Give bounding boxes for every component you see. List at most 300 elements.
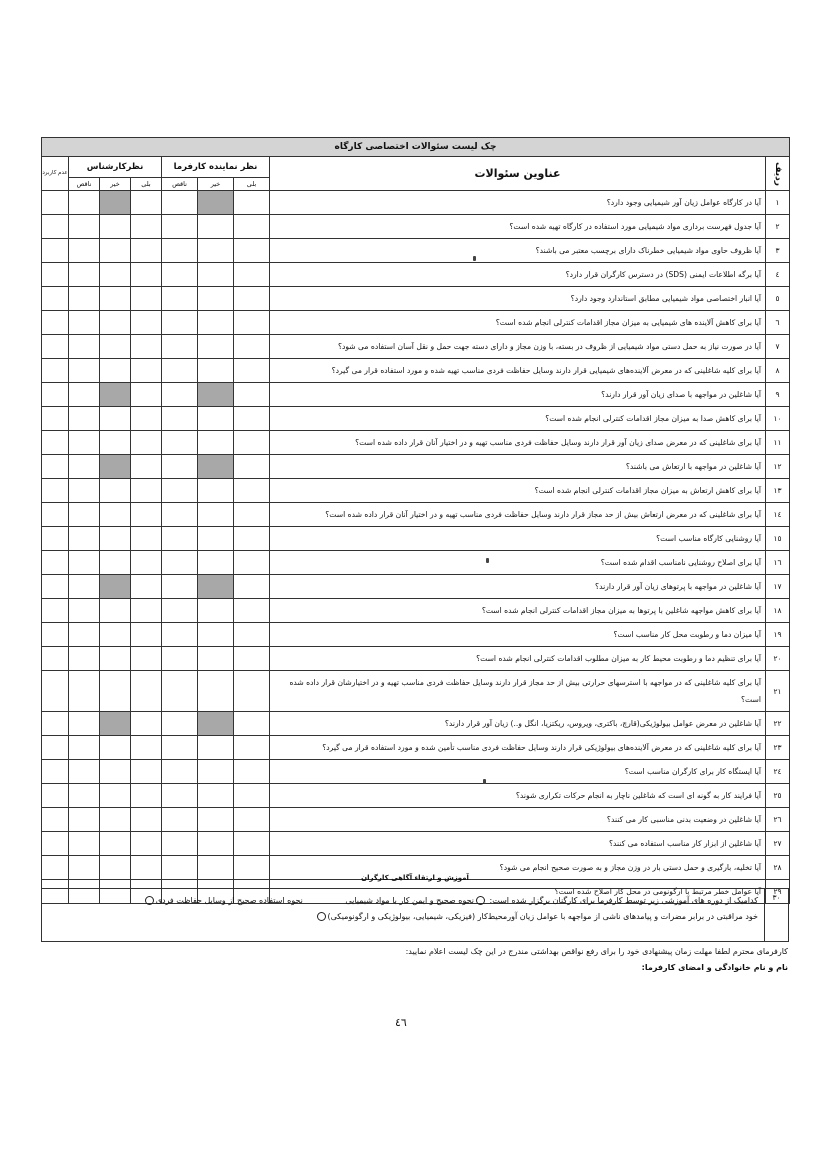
option-self-care[interactable]: خود مراقبتی در برابر مضرات و پیامدهای ناشی از مواجهه با عوامل زیان آورمحیط‌کار (فیزیکی، شیمیایی، بیولوژیکی و ارگونومیکی) bbox=[315, 912, 758, 921]
answer-cell[interactable] bbox=[69, 671, 100, 712]
answer-cell[interactable] bbox=[198, 287, 234, 311]
row-number: ١٧ bbox=[766, 575, 790, 599]
answer-cell[interactable] bbox=[131, 784, 162, 808]
answer-cell[interactable] bbox=[100, 311, 131, 335]
answer-cell[interactable] bbox=[42, 191, 69, 215]
answer-cell[interactable] bbox=[100, 527, 131, 551]
answer-cell[interactable] bbox=[42, 736, 69, 760]
answer-cell[interactable] bbox=[131, 623, 162, 647]
answer-cell[interactable] bbox=[162, 191, 198, 215]
row-number: ٤ bbox=[766, 263, 790, 287]
answer-cell[interactable] bbox=[162, 287, 198, 311]
checklist-row bbox=[42, 808, 790, 832]
training-section-heading: آموزش و ارتقاء آگاهی کارگران bbox=[361, 874, 469, 882]
option-chemicals[interactable]: نحوه صحیح و ایمن کار با مواد شیمیایی bbox=[345, 896, 487, 905]
answer-cell[interactable] bbox=[42, 215, 69, 239]
answer-cell[interactable] bbox=[162, 599, 198, 623]
checklist-row bbox=[42, 712, 790, 736]
answer-cell[interactable] bbox=[131, 311, 162, 335]
row-number: ٢٠ bbox=[766, 647, 790, 671]
answer-cell[interactable] bbox=[198, 832, 234, 856]
answer-cell[interactable] bbox=[69, 287, 100, 311]
answer-cell[interactable] bbox=[198, 623, 234, 647]
answer-cell[interactable] bbox=[69, 575, 100, 599]
answer-cell[interactable] bbox=[100, 784, 131, 808]
answer-cell[interactable] bbox=[131, 431, 162, 455]
question-text: آیا شاغلین در مواجهه با صدای زیان آور قرار دارند؟ bbox=[270, 383, 766, 407]
answer-cell[interactable] bbox=[162, 407, 198, 431]
answer-cell[interactable] bbox=[42, 407, 69, 431]
answer-cell[interactable] bbox=[131, 383, 162, 407]
row-number: ٩ bbox=[766, 383, 790, 407]
answer-cell[interactable] bbox=[234, 383, 270, 407]
row-number: ٢٤ bbox=[766, 760, 790, 784]
row-number: ١ bbox=[766, 191, 790, 215]
row-number: ٨ bbox=[766, 359, 790, 383]
answer-cell[interactable] bbox=[69, 832, 100, 856]
answer-cell[interactable] bbox=[42, 784, 69, 808]
row-number: ٣ bbox=[766, 239, 790, 263]
checklist-title: چک لیست سئوالات اختصاصی کارگاه bbox=[42, 138, 790, 157]
answer-cell[interactable] bbox=[162, 383, 198, 407]
row-number: ٢٧ bbox=[766, 832, 790, 856]
answer-cell[interactable] bbox=[42, 575, 69, 599]
answer-cell[interactable] bbox=[69, 359, 100, 383]
checklist-table bbox=[41, 137, 790, 904]
answer-cell[interactable] bbox=[234, 311, 270, 335]
answer-cell[interactable] bbox=[69, 527, 100, 551]
answer-cell[interactable] bbox=[234, 335, 270, 359]
checklist-row bbox=[42, 215, 790, 239]
answer-cell[interactable] bbox=[162, 551, 198, 575]
answer-cell[interactable] bbox=[198, 431, 234, 455]
checklist-row bbox=[42, 671, 790, 712]
answer-cell[interactable] bbox=[100, 599, 131, 623]
checklist-row bbox=[42, 527, 790, 551]
answer-cell[interactable] bbox=[198, 599, 234, 623]
questions-header: عناوین سئوالات bbox=[270, 157, 766, 191]
answer-cell[interactable] bbox=[131, 455, 162, 479]
answer-cell[interactable] bbox=[162, 736, 198, 760]
answer-cell[interactable] bbox=[162, 647, 198, 671]
answer-cell[interactable] bbox=[131, 479, 162, 503]
answer-cell[interactable] bbox=[131, 808, 162, 832]
page-number: ٤٦ bbox=[395, 1016, 407, 1029]
answer-cell[interactable] bbox=[100, 383, 131, 407]
expert-opinion-header: نظرکارشناس bbox=[69, 157, 162, 178]
answer-cell[interactable] bbox=[162, 455, 198, 479]
row-number: ١٨ bbox=[766, 599, 790, 623]
expert-no-header: خیر bbox=[100, 178, 131, 191]
row-number: ٢٢ bbox=[766, 712, 790, 736]
question-text: آیا برای کاهش آلاینده های شیمیایی به میزان مجاز اقدامات کنترلی انجام شده است؟ bbox=[270, 311, 766, 335]
answer-cell[interactable] bbox=[198, 736, 234, 760]
answer-cell[interactable] bbox=[131, 599, 162, 623]
answer-cell[interactable] bbox=[100, 623, 131, 647]
answer-cell[interactable] bbox=[100, 832, 131, 856]
answer-cell[interactable] bbox=[100, 712, 131, 736]
answer-cell[interactable] bbox=[131, 551, 162, 575]
row-number: ٦ bbox=[766, 311, 790, 335]
answer-cell[interactable] bbox=[131, 191, 162, 215]
answer-cell[interactable] bbox=[131, 335, 162, 359]
question-text: آیا شاغلین در مواجهه با پرتوهای زیان آور قرار دارند؟ bbox=[270, 575, 766, 599]
row-number: ٢٥ bbox=[766, 784, 790, 808]
row-number: ١٤ bbox=[766, 503, 790, 527]
expert-deficient-header: ناقص bbox=[69, 178, 100, 191]
question-text: آیا عوامل خطر مرتبط با ارگونومی در محل کار اصلاح شده است؟ bbox=[270, 880, 766, 904]
answer-cell[interactable] bbox=[162, 623, 198, 647]
answer-cell[interactable] bbox=[234, 527, 270, 551]
answer-cell[interactable] bbox=[69, 431, 100, 455]
checklist-row bbox=[42, 191, 790, 215]
checklist-row bbox=[42, 359, 790, 383]
training-question-box bbox=[41, 888, 789, 942]
row-number: ٢٦ bbox=[766, 808, 790, 832]
answer-cell[interactable] bbox=[42, 551, 69, 575]
answer-cell[interactable] bbox=[198, 551, 234, 575]
answer-cell[interactable] bbox=[42, 712, 69, 736]
question-text: آیا برای شاغلینی که در معرض صدای زیان آور قرار دارند وسایل حفاظت فردی مناسب تهیه و در اختیار آنان قرار داده شده است؟ bbox=[270, 431, 766, 455]
answer-cell[interactable] bbox=[69, 383, 100, 407]
question-text: آیا برای تنظیم دما و رطوبت محیط کار به میزان مطلوب اقدامات کنترلی انجام شده است؟ bbox=[270, 647, 766, 671]
answer-cell[interactable] bbox=[198, 760, 234, 784]
answer-cell[interactable] bbox=[198, 479, 234, 503]
answer-cell[interactable] bbox=[42, 623, 69, 647]
answer-cell[interactable] bbox=[234, 712, 270, 736]
answer-cell[interactable] bbox=[234, 671, 270, 712]
employer-note: کارفرمای محترم لطفا مهلت زمان پیشنهادی خود را برای رفع نواقص بهداشتی مندرج در این چک لیست اعلام نمایید: bbox=[405, 947, 788, 956]
answer-cell[interactable] bbox=[100, 407, 131, 431]
answer-cell[interactable] bbox=[100, 263, 131, 287]
answer-cell[interactable] bbox=[69, 503, 100, 527]
answer-cell[interactable] bbox=[42, 287, 69, 311]
answer-cell[interactable] bbox=[162, 239, 198, 263]
answer-cell[interactable] bbox=[131, 760, 162, 784]
answer-cell[interactable] bbox=[131, 215, 162, 239]
row-number: ١١ bbox=[766, 431, 790, 455]
answer-cell[interactable] bbox=[131, 287, 162, 311]
answer-cell[interactable] bbox=[42, 479, 69, 503]
answer-cell[interactable] bbox=[234, 407, 270, 431]
answer-cell[interactable] bbox=[100, 239, 131, 263]
answer-cell[interactable] bbox=[162, 832, 198, 856]
question-text: آیا شاغلین در وضعیت بدنی مناسبی کار می کنند؟ bbox=[270, 808, 766, 832]
checklist-row bbox=[42, 736, 790, 760]
answer-cell[interactable] bbox=[42, 239, 69, 263]
answer-cell[interactable] bbox=[162, 311, 198, 335]
employer-opinion-header: نظر نماینده کارفرما bbox=[162, 157, 270, 178]
row-number: ١٥ bbox=[766, 527, 790, 551]
checklist-row bbox=[42, 832, 790, 856]
answer-cell[interactable] bbox=[162, 479, 198, 503]
checklist-row bbox=[42, 551, 790, 575]
answer-cell[interactable] bbox=[234, 736, 270, 760]
answer-cell[interactable] bbox=[234, 239, 270, 263]
answer-cell[interactable] bbox=[69, 551, 100, 575]
answer-cell[interactable] bbox=[198, 527, 234, 551]
expert-yes-header: بلی bbox=[131, 178, 162, 191]
not-applicable-header: عدم کاربرد bbox=[42, 157, 69, 191]
question-text: آیا برای کلیه شاغلینی که در معرض آلاینده‌های بیولوژیکی قرار دارند وسایل حفاظت فردی مناسب تأمین شده و مورد استفاده قرار می گیرد؟ bbox=[270, 736, 766, 760]
checklist-row bbox=[42, 287, 790, 311]
row-number: ٧ bbox=[766, 335, 790, 359]
question-text: آیا تخلیه، بارگیری و حمل دستی بار در وزن مجاز و به صورت صحیح انجام می شود؟ bbox=[270, 856, 766, 880]
answer-cell[interactable] bbox=[69, 736, 100, 760]
answer-cell[interactable] bbox=[162, 527, 198, 551]
answer-cell[interactable] bbox=[198, 215, 234, 239]
answer-cell[interactable] bbox=[162, 808, 198, 832]
answer-cell[interactable] bbox=[42, 527, 69, 551]
question-text: آیا در کارگاه عوامل زیان آور شیمیایی وجود دارد؟ bbox=[270, 191, 766, 215]
answer-cell[interactable] bbox=[69, 623, 100, 647]
answer-cell[interactable] bbox=[131, 671, 162, 712]
answer-cell[interactable] bbox=[131, 527, 162, 551]
question-text: آیا در صورت نیاز به حمل دستی مواد شیمیایی از ظروف در بسته، با وزن مجاز و دارای دسته جهت حمل و نقل آسان استفاده می شود؟ bbox=[270, 335, 766, 359]
checklist-row bbox=[42, 479, 790, 503]
row-number: ٢ bbox=[766, 215, 790, 239]
answer-cell[interactable] bbox=[162, 503, 198, 527]
question-text: آیا روشنایی کارگاه مناسب است؟ bbox=[270, 527, 766, 551]
answer-cell[interactable] bbox=[42, 335, 69, 359]
answer-cell[interactable] bbox=[234, 455, 270, 479]
question-text: آیا میزان دما و رطوبت محل کار مناسب است؟ bbox=[270, 623, 766, 647]
answer-cell[interactable] bbox=[42, 760, 69, 784]
answer-cell[interactable] bbox=[42, 671, 69, 712]
answer-cell[interactable] bbox=[234, 808, 270, 832]
checklist-row bbox=[42, 599, 790, 623]
answer-cell[interactable] bbox=[100, 335, 131, 359]
row-number: ٢٨ bbox=[766, 856, 790, 880]
answer-cell[interactable] bbox=[162, 575, 198, 599]
answer-cell[interactable] bbox=[234, 623, 270, 647]
answer-cell[interactable] bbox=[69, 263, 100, 287]
answer-cell[interactable] bbox=[100, 287, 131, 311]
checklist-row bbox=[42, 760, 790, 784]
answer-cell[interactable] bbox=[162, 712, 198, 736]
checklist-row bbox=[42, 311, 790, 335]
row-number: ١٠ bbox=[766, 407, 790, 431]
answer-cell[interactable] bbox=[131, 503, 162, 527]
row-number: ٢٣ bbox=[766, 736, 790, 760]
question-text: آیا ایستگاه کار برای کارگران مناسب است؟ bbox=[270, 760, 766, 784]
row-number: ١٩ bbox=[766, 623, 790, 647]
answer-cell[interactable] bbox=[100, 455, 131, 479]
answer-cell[interactable] bbox=[42, 383, 69, 407]
answer-cell[interactable] bbox=[234, 359, 270, 383]
answer-cell[interactable] bbox=[69, 479, 100, 503]
question-text: آیا برگه اطلاعات ایمنی (SDS) در دسترس کارگران قرار دارد؟ bbox=[270, 263, 766, 287]
checklist-row bbox=[42, 335, 790, 359]
answer-cell[interactable] bbox=[198, 359, 234, 383]
answer-cell[interactable] bbox=[131, 407, 162, 431]
row-number: ١٢ bbox=[766, 455, 790, 479]
radio-circle-icon[interactable] bbox=[476, 896, 485, 905]
answer-cell[interactable] bbox=[69, 712, 100, 736]
answer-cell[interactable] bbox=[100, 736, 131, 760]
answer-cell[interactable] bbox=[198, 383, 234, 407]
answer-cell[interactable] bbox=[69, 191, 100, 215]
answer-cell[interactable] bbox=[234, 551, 270, 575]
radio-circle-icon[interactable] bbox=[145, 896, 154, 905]
question-text: آیا شاغلین در معرض عوامل بیولوژیکی(قارچ، باکتری، ویروس، ریکتزیا، انگل و..) زیان آور قرار دارند؟ bbox=[270, 712, 766, 736]
checklist-row bbox=[42, 431, 790, 455]
answer-cell[interactable] bbox=[100, 808, 131, 832]
checklist-row bbox=[42, 239, 790, 263]
answer-cell[interactable] bbox=[69, 407, 100, 431]
checklist-row bbox=[42, 263, 790, 287]
answer-cell[interactable] bbox=[234, 479, 270, 503]
answer-cell[interactable] bbox=[131, 832, 162, 856]
answer-cell[interactable] bbox=[198, 191, 234, 215]
question-text: آیا برای کاهش ارتعاش به میزان مجاز اقدامات کنترلی انجام شده است؟ bbox=[270, 479, 766, 503]
answer-cell[interactable] bbox=[234, 263, 270, 287]
training-intro: کدامیک از دوره های آموزشی زیر توسط کارفرما برای کارگنان برگزار شده است: bbox=[489, 896, 758, 905]
answer-cell[interactable] bbox=[69, 784, 100, 808]
answer-cell[interactable] bbox=[100, 215, 131, 239]
answer-cell[interactable] bbox=[100, 431, 131, 455]
answer-cell[interactable] bbox=[131, 712, 162, 736]
answer-cell[interactable] bbox=[69, 760, 100, 784]
question-text: آیا ظروف حاوی مواد شیمیایی خطرناک دارای برچسب معتبر می باشند؟ bbox=[270, 239, 766, 263]
checklist-row bbox=[42, 503, 790, 527]
answer-cell[interactable] bbox=[131, 575, 162, 599]
employer-yes-header: بلی bbox=[234, 178, 270, 191]
answer-cell[interactable] bbox=[162, 671, 198, 712]
answer-cell[interactable] bbox=[198, 784, 234, 808]
row-number: ١٣ bbox=[766, 479, 790, 503]
answer-cell[interactable] bbox=[162, 263, 198, 287]
row-number: ١٦ bbox=[766, 551, 790, 575]
answer-cell[interactable] bbox=[198, 311, 234, 335]
answer-cell[interactable] bbox=[162, 335, 198, 359]
answer-cell[interactable] bbox=[100, 551, 131, 575]
ink-speck bbox=[473, 256, 476, 261]
answer-cell[interactable] bbox=[42, 808, 69, 832]
answer-cell[interactable] bbox=[198, 239, 234, 263]
answer-cell[interactable] bbox=[69, 808, 100, 832]
radio-circle-icon[interactable] bbox=[317, 912, 326, 921]
employer-no-header: خیر bbox=[198, 178, 234, 191]
answer-cell[interactable] bbox=[234, 599, 270, 623]
answer-cell[interactable] bbox=[69, 599, 100, 623]
answer-cell[interactable] bbox=[162, 760, 198, 784]
answer-cell[interactable] bbox=[198, 808, 234, 832]
question-text: آیا شاغلین در مواجهه با ارتعاش می باشند؟ bbox=[270, 455, 766, 479]
answer-cell[interactable] bbox=[42, 599, 69, 623]
answer-cell[interactable] bbox=[100, 359, 131, 383]
answer-cell[interactable] bbox=[198, 647, 234, 671]
answer-cell[interactable] bbox=[100, 760, 131, 784]
answer-cell[interactable] bbox=[198, 335, 234, 359]
answer-cell[interactable] bbox=[42, 647, 69, 671]
question-text: آیا جدول فهرست برداری مواد شیمیایی مورد استفاده در کارگاه تهیه شده است؟ bbox=[270, 215, 766, 239]
answer-cell[interactable] bbox=[100, 479, 131, 503]
employer-signature-label: نام و نام خانوادگی و امضای کارفرما: bbox=[641, 963, 788, 972]
answer-cell[interactable] bbox=[69, 335, 100, 359]
question-text: آیا انبار اختصاصی مواد شیمیایی مطابق استاندارد وجود دارد؟ bbox=[270, 287, 766, 311]
answer-cell[interactable] bbox=[198, 671, 234, 712]
answer-cell[interactable] bbox=[162, 359, 198, 383]
answer-cell[interactable] bbox=[234, 832, 270, 856]
row-number: ٥ bbox=[766, 287, 790, 311]
row-number: ٣٠ bbox=[764, 889, 788, 941]
answer-cell[interactable] bbox=[198, 712, 234, 736]
checklist-row bbox=[42, 575, 790, 599]
answer-cell[interactable] bbox=[234, 503, 270, 527]
employer-deficient-header: ناقص bbox=[162, 178, 198, 191]
answer-cell[interactable] bbox=[234, 215, 270, 239]
question-text: آیا برای شاغلینی که در معرض ارتعاش بیش از حد مجاز قرار دارند وسایل حفاظت فردی مناسب تهیه و در اختیار آنان قرار داده شده است؟ bbox=[270, 503, 766, 527]
answer-cell[interactable] bbox=[234, 647, 270, 671]
checklist-row bbox=[42, 784, 790, 808]
answer-cell[interactable] bbox=[131, 736, 162, 760]
answer-cell[interactable] bbox=[234, 784, 270, 808]
answer-cell[interactable] bbox=[69, 455, 100, 479]
checklist-row bbox=[42, 407, 790, 431]
answer-cell[interactable] bbox=[42, 503, 69, 527]
answer-cell[interactable] bbox=[100, 575, 131, 599]
checklist-row bbox=[42, 383, 790, 407]
answer-cell[interactable] bbox=[42, 263, 69, 287]
answer-cell[interactable] bbox=[42, 359, 69, 383]
answer-cell[interactable] bbox=[131, 359, 162, 383]
answer-cell[interactable] bbox=[69, 215, 100, 239]
answer-cell[interactable] bbox=[198, 575, 234, 599]
answer-cell[interactable] bbox=[162, 431, 198, 455]
answer-cell[interactable] bbox=[198, 503, 234, 527]
answer-cell[interactable] bbox=[162, 215, 198, 239]
answer-cell[interactable] bbox=[198, 455, 234, 479]
question-text: آیا برای کاهش مواجهه شاغلین با پرتوها به میزان مجاز اقدامات کنترلی انجام شده است؟ bbox=[270, 599, 766, 623]
row-number-header: ردیف bbox=[766, 157, 790, 191]
answer-cell[interactable] bbox=[234, 431, 270, 455]
answer-cell[interactable] bbox=[69, 647, 100, 671]
answer-cell[interactable] bbox=[131, 263, 162, 287]
answer-cell[interactable] bbox=[69, 239, 100, 263]
checklist-row bbox=[42, 455, 790, 479]
answer-cell[interactable] bbox=[131, 239, 162, 263]
question-text: آیا شاغلین از ابزار کار مناسب استفاده می کنند؟ bbox=[270, 832, 766, 856]
row-number: ٢١ bbox=[766, 671, 790, 712]
answer-cell[interactable] bbox=[42, 455, 69, 479]
answer-cell[interactable] bbox=[198, 407, 234, 431]
question-text: آیا فرایند کار به گونه ای است که شاغلین ناچار به انجام حرکات تکراری شوند؟ bbox=[270, 784, 766, 808]
answer-cell[interactable] bbox=[42, 832, 69, 856]
answer-cell[interactable] bbox=[234, 575, 270, 599]
answer-cell[interactable] bbox=[100, 647, 131, 671]
answer-cell[interactable] bbox=[69, 311, 100, 335]
answer-cell[interactable] bbox=[100, 503, 131, 527]
answer-cell[interactable] bbox=[131, 647, 162, 671]
ink-speck bbox=[483, 779, 486, 784]
answer-cell[interactable] bbox=[234, 191, 270, 215]
question-text: آیا برای کلیه شاغلینی که در مواجهه با استرسهای حرارتی بیش از حد مجاز قرار دارند وسایل حفاظت فردی مناسب تهیه و در اختیارشان قرار داده شده است؟ bbox=[270, 671, 766, 712]
row-number: ٢٩ bbox=[766, 880, 790, 904]
answer-cell[interactable] bbox=[162, 784, 198, 808]
answer-cell[interactable] bbox=[234, 760, 270, 784]
answer-cell[interactable] bbox=[100, 191, 131, 215]
answer-cell[interactable] bbox=[42, 311, 69, 335]
answer-cell[interactable] bbox=[234, 287, 270, 311]
answer-cell[interactable] bbox=[198, 263, 234, 287]
question-text: آیا برای کاهش صدا به میزان مجاز اقدامات کنترلی انجام شده است؟ bbox=[270, 407, 766, 431]
answer-cell[interactable] bbox=[100, 671, 131, 712]
answer-cell[interactable] bbox=[42, 431, 69, 455]
option-ppe[interactable]: نحوه استفاده صحیح از وسایل حفاظت فردی bbox=[143, 896, 303, 905]
ink-speck bbox=[486, 558, 489, 563]
question-text: آیا برای کلیه شاغلینی که در معرض آلاینده‌های شیمیایی قرار دارند وسایل حفاظت فردی مناسب تهیه شده و مورد استفاده قرار می گیرد؟ bbox=[270, 359, 766, 383]
